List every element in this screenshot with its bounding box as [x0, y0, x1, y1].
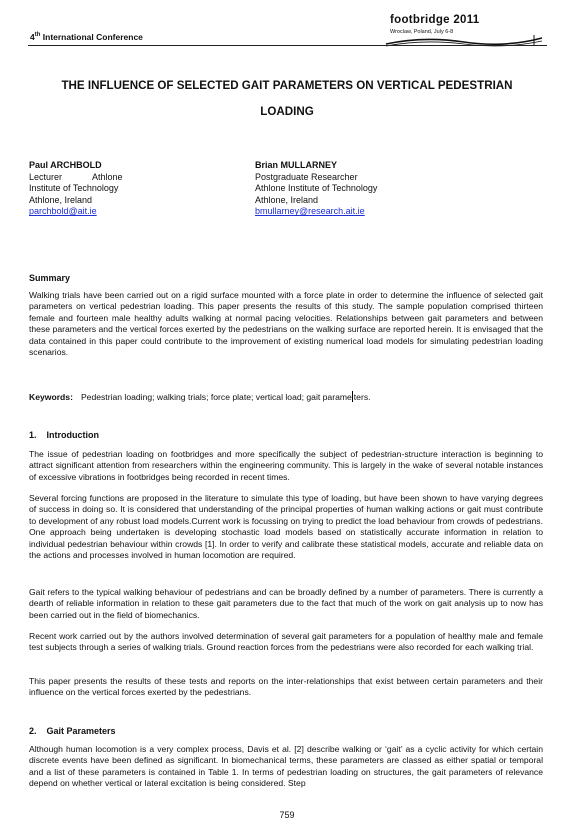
header-rule: [28, 45, 547, 46]
conference-label: 4th International Conference: [30, 32, 143, 42]
intro-paragraph-5: This paper presents the results of these tests and reports on the inter-relationships that exist between certain parameters and their influence on the vertical forces exerted by the pedestrians.: [29, 676, 543, 698]
author-2: [255, 160, 377, 218]
author-role: Lecturer Athlone: [29, 171, 123, 182]
author-role: Postgraduate Researcher: [255, 171, 358, 182]
author-affiliation: Athlone Institute of Technology: [255, 183, 378, 194]
author-name: Brian MULLARNEY: [255, 160, 338, 170]
intro-paragraph-3: Gait refers to the typical walking behaviour of pedestrians and can be broadly defined by a number of parameters. There is currently a dearth of reliable information in relation to these gait parameters due to the fact that much of the work on gait analysis up to now has been carried out in the field of biomechanics.: [29, 587, 543, 620]
page-number: 759: [279, 810, 295, 820]
logo-subtitle: Wroclaw, Poland, July 6-8: [390, 29, 454, 35]
logo-title: footbridge 2011: [390, 14, 480, 26]
title-line-2: LOADING: [260, 105, 314, 118]
author-email-link[interactable]: bmullarney@research.ait.ie: [255, 206, 365, 217]
conference-logo: [384, 14, 544, 48]
keywords-line: Keywords: Pedestrian loading; walking trials; force plate; vertical load; gait parame ters.: [29, 392, 371, 402]
title-line-1: THE INFLUENCE OF SELECTED GAIT PARAMETERS ON VERTICAL PEDESTRIAN: [61, 79, 513, 92]
summary-heading: Summary: [29, 273, 71, 283]
summary-text: Walking trials have been carried out on a rigid surface mounted with a force plate in order to determine the influence of selected gait parameters on vertical pedestrian loading. This paper presents the results of this study. The sample population comprised thirteen female and fourteen male healthy adults walking at normal pacing velocities. Relationships between gait parameters and between these parameters and the vertical forces exerted by the pedestrians on the walking surface are reported herein. It is envisaged that the data contained in this paper could contribute to the improvement of existing numerical load models for simulating pedestrian loading scenarios.: [29, 290, 543, 358]
intro-paragraph-1: The issue of pedestrian loading on footbridges and more specifically the subject of pedestrian-structure interaction is beginning to attract significant attention from researchers within the engineering community. This is largely in the wake of several notable instances of excessive vibrations in footbridges being recorded in recent times.: [29, 449, 543, 482]
intro-paragraph-4: Recent work carried out by the authors involved determination of several gait parameters for a population of healthy male and female test subjects through a series of walking trials. Ground reaction forces from the pedestrians were also recorded for each walking trial.: [29, 631, 543, 653]
keywords-label: Keywords:: [29, 392, 73, 402]
section-2-heading: 2. Gait Parameters: [29, 726, 116, 736]
author-location: Athlone, Ireland: [255, 194, 319, 205]
author-location: Athlone, Ireland: [29, 194, 93, 205]
author-affiliation: Institute of Technology: [29, 183, 119, 194]
gait-paragraph-1: Although human locomotion is a very complex process, Davis et al. [2] describe walking or ‘gait’ as a cyclic activity for which certain discrete events have been defined as significant. In biomechanical terms, these parameters are classed as either spatial or temporal and a list of these parameters is contained in Table 1. In terms of pedestrian loading on structures, the gait parameters of relevance depend on whether vertical or lateral excitation is being considered. Step: [29, 744, 543, 789]
intro-paragraph-2: Several forcing functions are proposed in the literature to simulate this type of loading, but have been shown to have varying degrees of success in doing so. It is considered that understanding of the principal properties of human walking actions or gait must contribute to development of any robust load models.Current work is focussing on trying to predict the load behaviour from crowds of pedestrians. One approach being undertaken is developing stochastic load models based on statistically accurate information in relation to individual pedestrian behaviour within crowds [1]. In order to verify and calibrate these statistical models, accurate and reliable data on the actions and processes involved in human locomotion are required.: [29, 493, 543, 561]
author-name: Paul ARCHBOLD: [29, 160, 102, 170]
author-1: [29, 160, 123, 218]
author-email-link[interactable]: parchbold@ait.ie: [29, 206, 97, 217]
paper-title: [40, 73, 534, 125]
section-1-heading: 1. Introduction: [29, 430, 99, 440]
